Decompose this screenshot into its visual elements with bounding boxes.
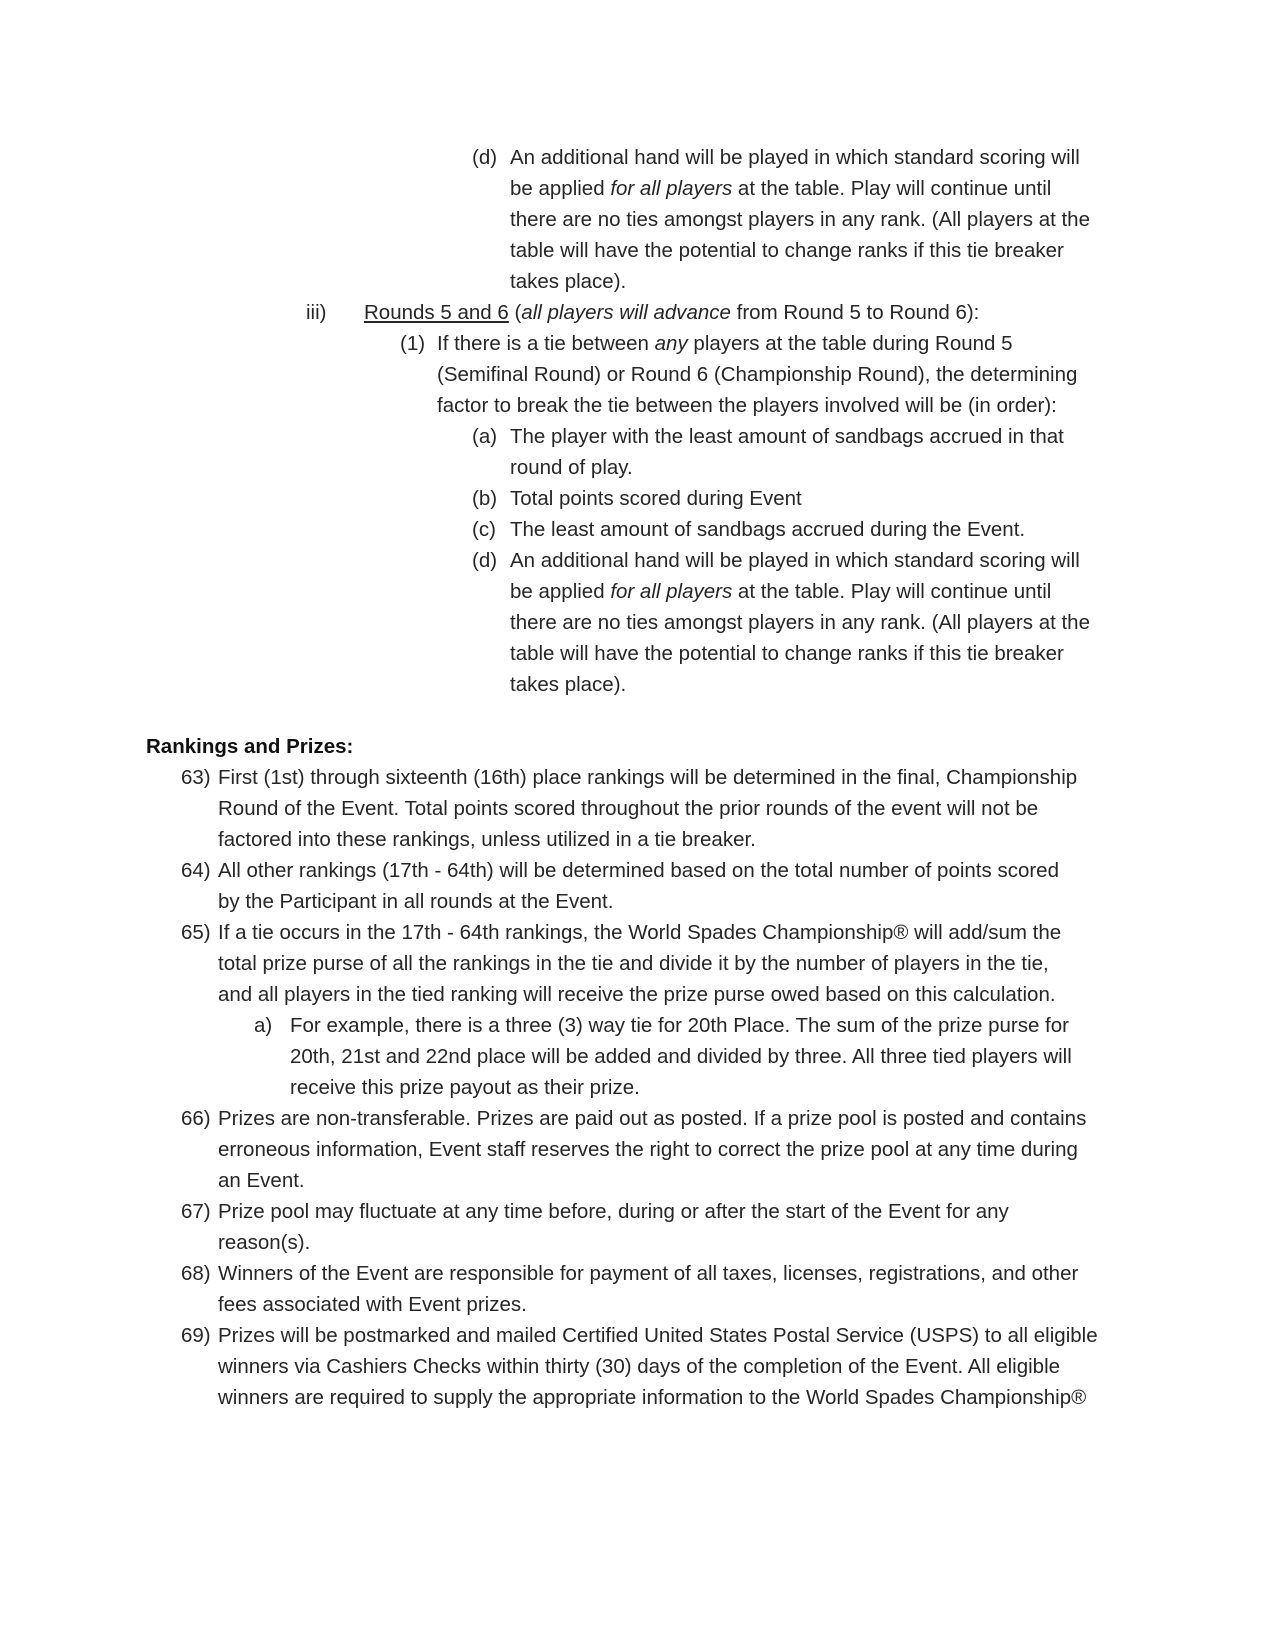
item-text: table will have the potential to change ranks if this tie breaker [510,239,1064,262]
rule-text: by the Participant in all rounds at the Event. [218,890,614,913]
item-text [510,576,1051,608]
rule-number: 68) [181,1262,211,1285]
rule-text: If a tie occurs in the 17th - 64th rankings, the World Spades Championship® will add/sum the [218,921,1062,944]
rule-text: winners via Cashiers Checks within thirty (30) days of the completion of the Event. All eligible [218,1355,1061,1378]
emphasis-text: for all players [610,177,733,200]
rule-text: and all players in the tied ranking will receive the prize purse owed based on this calculation. [218,983,1056,1006]
rule-text: winners are required to supply the appropriate information to the World Spades Championship® [218,1386,1087,1409]
item-text: round of play. [510,456,633,479]
rule-number: 65) [181,921,211,944]
sub-item-text: 20th, 21st and 22nd place will be added and divided by three. All three tied players will [290,1045,1072,1068]
text-run: ( [508,301,522,324]
item-label: (d) [472,549,498,572]
section-heading: Rankings and Prizes: [146,735,354,758]
sub-item-text: receive this prize payout as their prize. [290,1076,640,1099]
rule-text: an Event. [218,1169,305,1192]
item-label: (a) [472,425,498,448]
item-text: there are no ties amongst players in any rank. (All players at the [510,208,1090,231]
rule-text: factored into these rankings, unless utilized in a tie breaker. [218,828,756,851]
text-run: be applied [510,177,611,200]
item-text: takes place). [510,270,627,293]
rule-number: 64) [181,859,211,882]
rule-number: 66) [181,1107,211,1130]
item-text [437,328,1013,360]
sub-item-text: For example, there is a three (3) way tie for 20th Place. The sum of the prize purse for [290,1014,1069,1037]
rule-number: 63) [181,766,211,789]
text-run: at the table. Play will continue until [732,177,1052,200]
text-run: players at the table during Round 5 [687,332,1013,355]
rule-text: Prizes will be postmarked and mailed Certified United States Postal Service (USPS) to all eligible [218,1324,1098,1347]
item-text: there are no ties amongst players in any rank. (All players at the [510,611,1090,634]
item-text [510,173,1051,205]
emphasis-text: all players will advance [521,301,731,324]
sub-item-label: a) [254,1014,273,1037]
rule-text: All other rankings (17th - 64th) will be determined based on the total number of points scored [218,859,1059,882]
rule-text: Prize pool may fluctuate at any time before, during or after the start of the Event for any [218,1200,1009,1223]
text-run: from Round 5 to Round 6): [730,301,980,324]
underlined-title: Rounds 5 and 6 [364,301,509,324]
rule-text: Round of the Event. Total points scored throughout the prior rounds of the event will not be [218,797,1039,820]
text-run: be applied [510,580,611,603]
section-label: iii) [306,301,327,324]
item-text: The least amount of sandbags accrued during the Event. [510,518,1026,541]
item-text: An additional hand will be played in which standard scoring will [510,549,1080,572]
item-label: (1) [400,332,426,355]
item-text: The player with the least amount of sandbags accrued in that [510,425,1064,448]
item-text: An additional hand will be played in which standard scoring will [510,146,1080,169]
rule-number: 67) [181,1200,211,1223]
rule-text: reason(s). [218,1231,311,1254]
rule-text: erroneous information, Event staff reserves the right to correct the prize pool at any time during [218,1138,1078,1161]
item-text: takes place). [510,673,627,696]
rule-text: First (1st) through sixteenth (16th) place rankings will be determined in the final, Championship [218,766,1078,789]
item-text: Total points scored during Event [510,487,802,510]
emphasis-text: for all players [610,580,733,603]
rule-text: fees associated with Event prizes. [218,1293,527,1316]
rule-number: 69) [181,1324,211,1347]
item-text: factor to break the tie between the players involved will be (in order): [437,394,1057,417]
text-run: at the table. Play will continue until [732,580,1052,603]
section-heading [364,297,979,329]
rule-text: total prize purse of all the rankings in the tie and divide it by the number of players in the tie, [218,952,1049,975]
item-label: (d) [472,146,498,169]
rule-text: Prizes are non-transferable. Prizes are paid out as posted. If a prize pool is posted and contains [218,1107,1087,1130]
rule-text: Winners of the Event are responsible for payment of all taxes, licenses, registrations, and other [218,1262,1079,1285]
text-run: If there is a tie between [437,332,655,355]
item-label: (c) [472,518,496,541]
item-text: (Semifinal Round) or Round 6 (Championship Round), the determining [437,363,1078,386]
item-label: (b) [472,487,498,510]
item-text: table will have the potential to change ranks if this tie breaker [510,642,1064,665]
emphasis-text: any [654,332,688,355]
